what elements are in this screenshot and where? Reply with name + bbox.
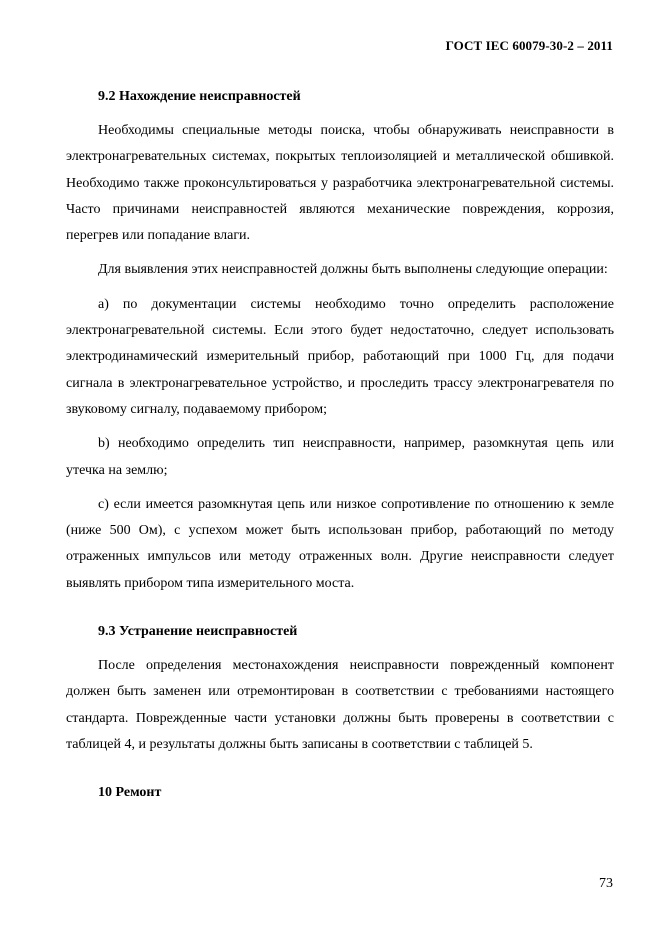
- spacer: [66, 758, 614, 780]
- spacer: [66, 597, 614, 619]
- section-9-3-heading: 9.3 Устранение неисправностей: [98, 624, 298, 640]
- section-9-2-heading: 9.2 Нахождение неисправностей: [98, 89, 301, 104]
- spacer: [66, 484, 614, 492]
- page-number: 73: [599, 876, 613, 891]
- standard-designation: ГОСТ IEC 60079-30-2 – 2011: [445, 38, 613, 53]
- page-content: [66, 84, 614, 806]
- list-item-b: b) необходимо определить тип неисправности, например, разомкнутая цепь или утечка на землю;: [66, 436, 614, 478]
- list-item-c: c) если имеется разомкнутая цепь или низкое сопротивление по отношению к земле (ниже 500 Ом), с успехом может быть использован прибор, работающий по методу отраженных импульсов или методу отраженных волн. Другие неисправности следует выявлять прибором типа измерительного моста.: [66, 496, 614, 591]
- spacer: [66, 645, 614, 653]
- section-9-2-paragraph-1: Необходимы специальные методы поиска, чтобы обнаруживать неисправности в электронагревательных системах, покрытых теплоизоляцией и металлической обшивкой. Необходимо также проконсультироваться у разработчика электронагревательной системы. Часто причинами неисправностей являются механические повреждения, коррозия, перегрев или попадание влаги.: [66, 123, 614, 244]
- spacer: [66, 284, 614, 292]
- section-10-heading: 10 Ремонт: [98, 785, 162, 801]
- section-9-2-paragraph-2: Для выявления этих неисправностей должны быть выполнены следующие операции:: [98, 262, 608, 278]
- list-item-a: a) по документации системы необходимо точно определить расположение электронагревательной системы. Если этого будет недостаточно, следует использовать электродинамический измерительный прибор, работающий при 1000 Гц, для подачи сигнала в электронагревательное устройство, и проследить трассу электронагревателя по звуковому сигналу, подаваемому прибором;: [66, 296, 614, 417]
- spacer: [66, 423, 614, 431]
- spacer: [66, 110, 614, 118]
- spacer: [66, 249, 614, 257]
- section-9-3-paragraph-1: После определения местонахождения неисправности поврежденный компонент должен быть заменен или отремонтирован в соответствии с требованиями настоящего стандарта. Поврежденные части установки должны быть проверены в соответствии с таблицей 4, и результаты должны быть записаны в соответствии с таблицей 5.: [66, 658, 614, 752]
